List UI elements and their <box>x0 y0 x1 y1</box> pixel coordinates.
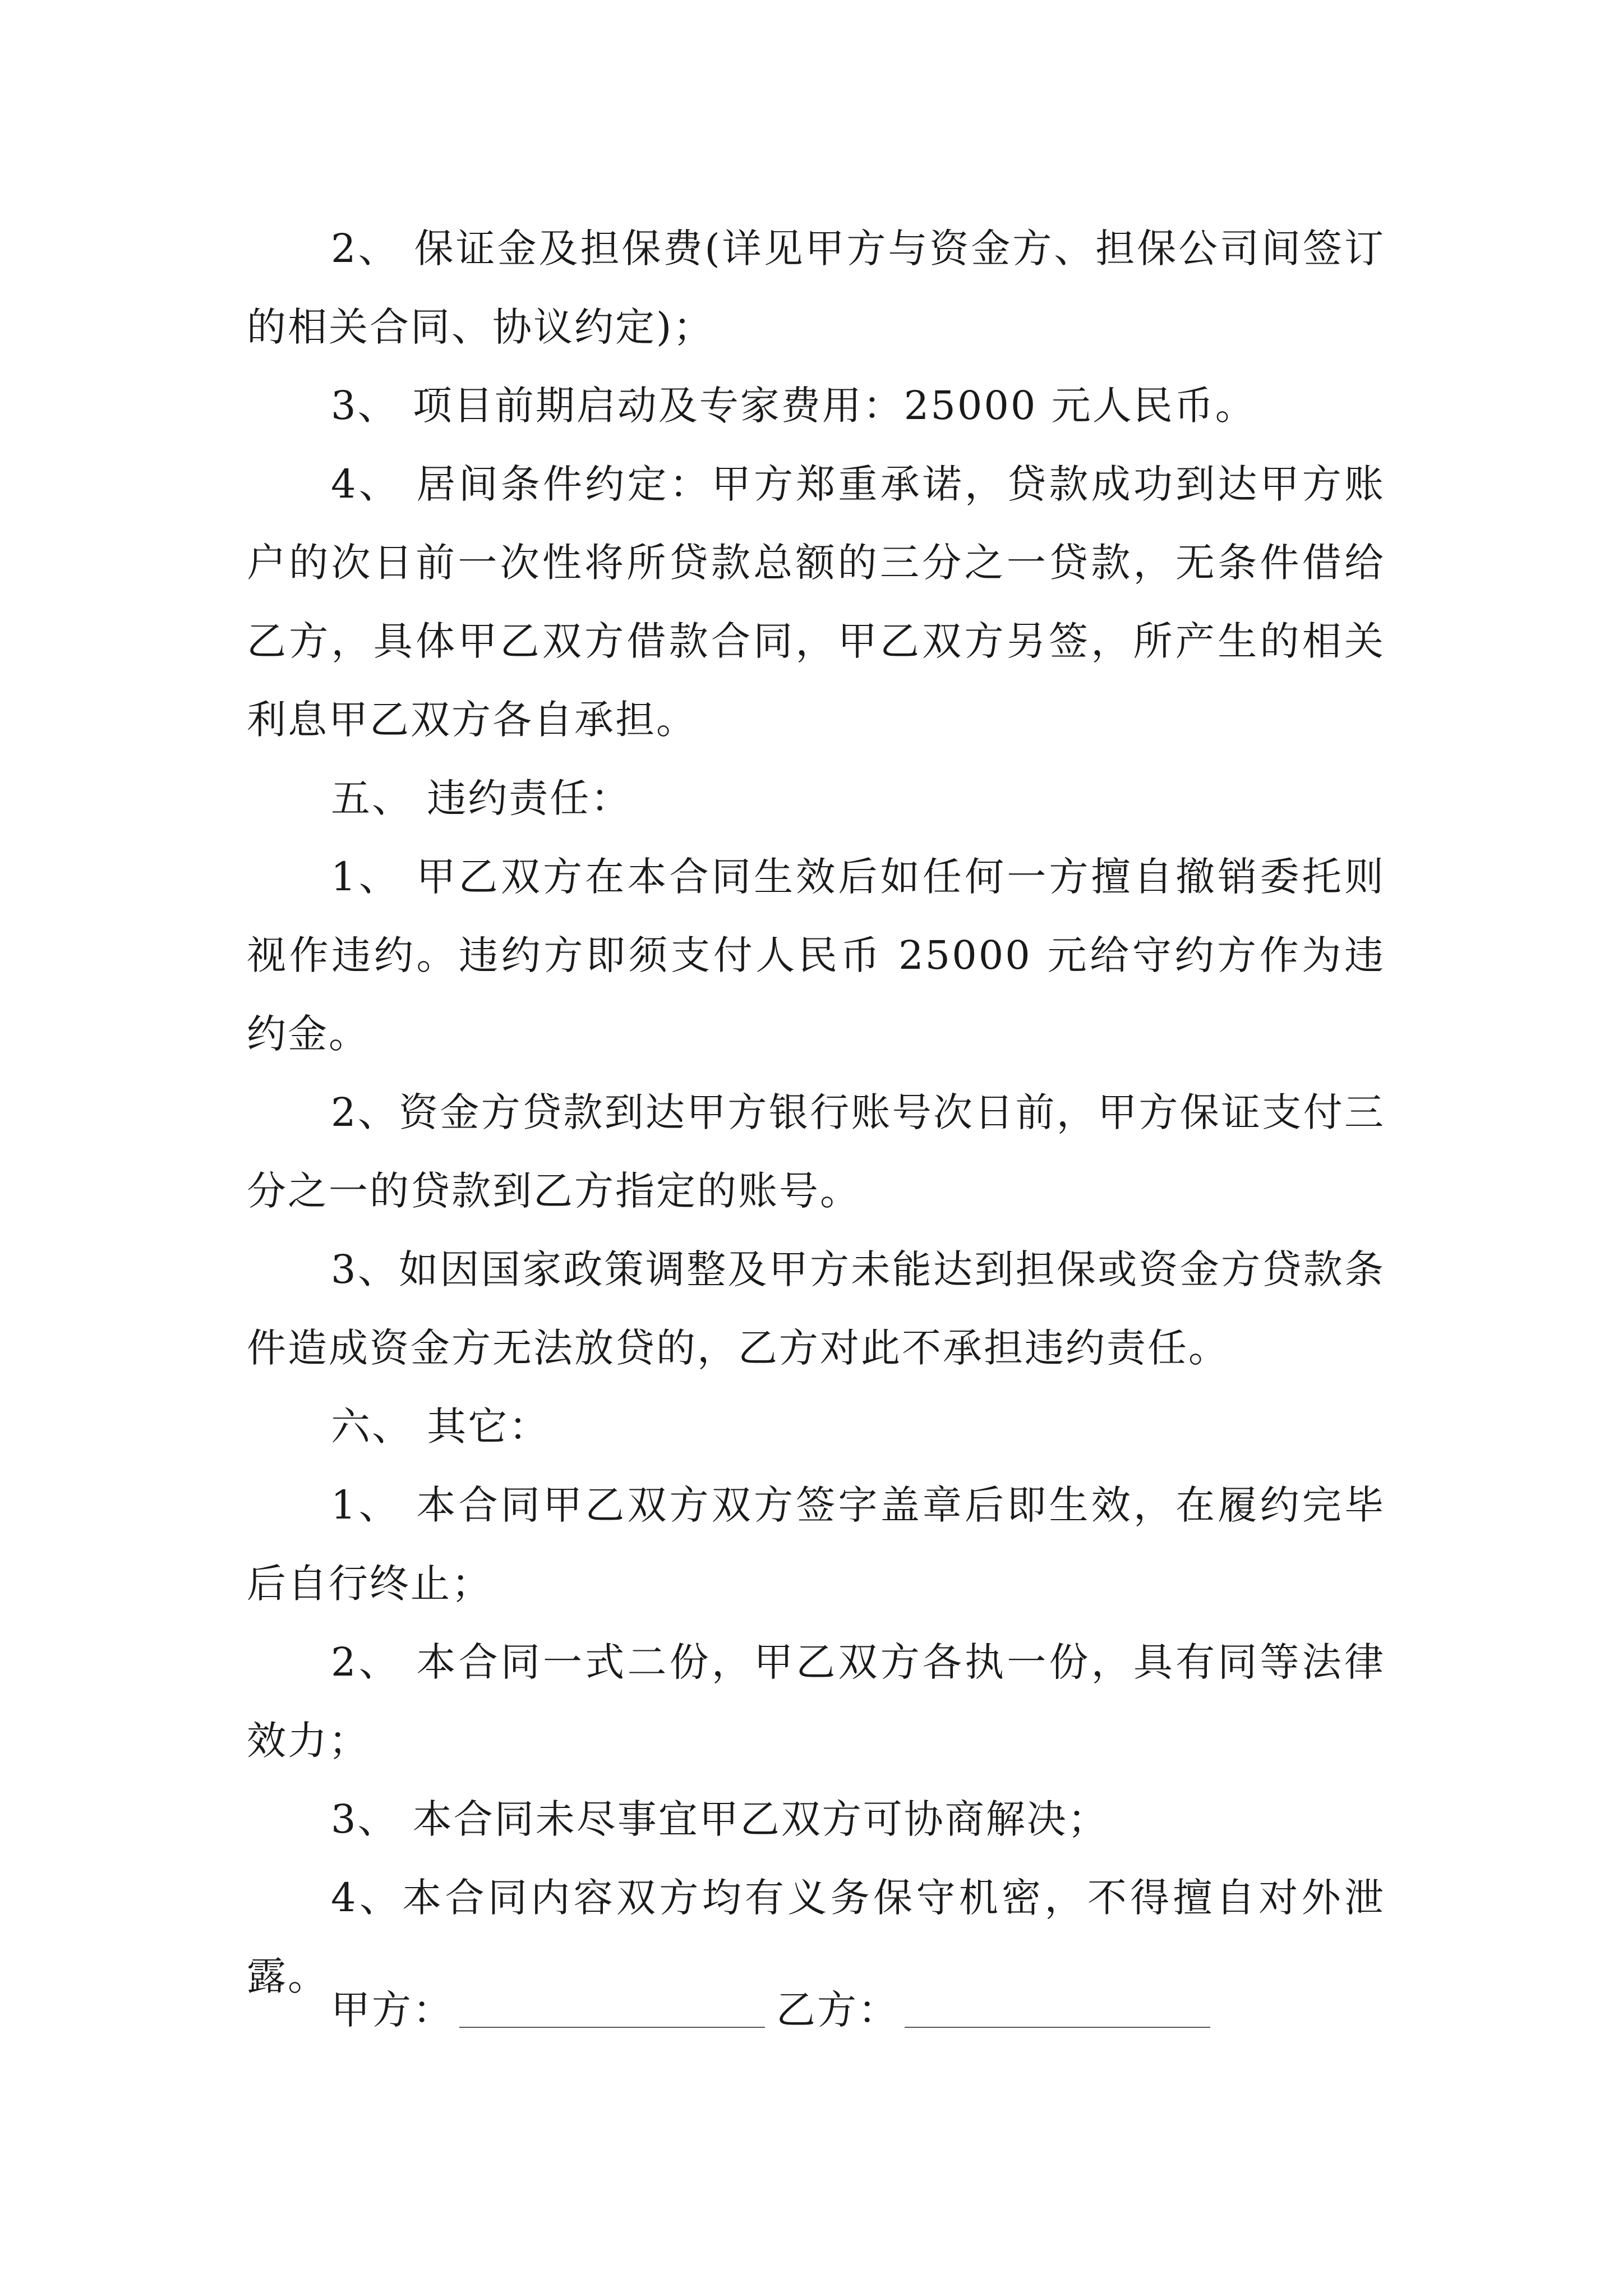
party-b-label: 乙方： <box>776 1987 899 2033</box>
clause-brokerage-conditions: 4、 居间条件约定：甲方郑重承诺，贷款成功到达甲方账户的次日前一次性将所贷款总额的三分之一贷款，无条件借给乙方，具体甲乙双方借款合同，甲乙双方另签，所产生的相关利息甲乙双方各自承担。 <box>247 461 1385 743</box>
signature-block <box>331 1971 1221 2049</box>
clause-deposit-guarantee-fee: 2、 保证金及担保费(详见甲方与资金方、担保公司间签订的相关合同、协议约定)； <box>247 226 1385 350</box>
section-heading-other: 六、 其它： <box>331 1404 550 1450</box>
clause-other-3: 3、 本合同未尽事宜甲乙双方可协商解决； <box>331 1796 1109 1842</box>
party-a-signature-line <box>459 1971 765 2028</box>
party-b-signature-line <box>905 1971 1210 2028</box>
clause-other-4: 4、本合同内容双方均有义务保守机密，不得擅自对外泄露。 <box>247 1875 1385 1999</box>
clause-liability-1: 1、 甲乙双方在本合同生效后如任何一方擅自撤销委托则视作违约。违约方即须支付人民币 25000 元给守约方作为违约金。 <box>247 854 1385 1057</box>
contract-body <box>247 209 1385 2016</box>
section-heading-liability: 五、 违约责任： <box>331 775 632 821</box>
clause-startup-expert-fee: 3、 项目前期启动及专家费用：25000 元人民币。 <box>331 383 1256 429</box>
party-a-label: 甲方： <box>331 1987 454 2033</box>
clause-liability-3: 3、如因国家政策调整及甲方未能达到担保或资金方贷款条件造成资金方无法放贷的，乙方对此不承担违约责任。 <box>247 1246 1385 1371</box>
clause-liability-2: 2、资金方贷款到达甲方银行账号次日前，甲方保证支付三分之一的贷款到乙方指定的账号。 <box>247 1089 1385 1214</box>
clause-other-2: 2、 本合同一式二份，甲乙双方各执一份，具有同等法律效力； <box>247 1639 1385 1764</box>
clause-other-1: 1、 本合同甲乙双方双方签字盖章后即生效，在履约完毕后自行终止； <box>247 1482 1385 1607</box>
